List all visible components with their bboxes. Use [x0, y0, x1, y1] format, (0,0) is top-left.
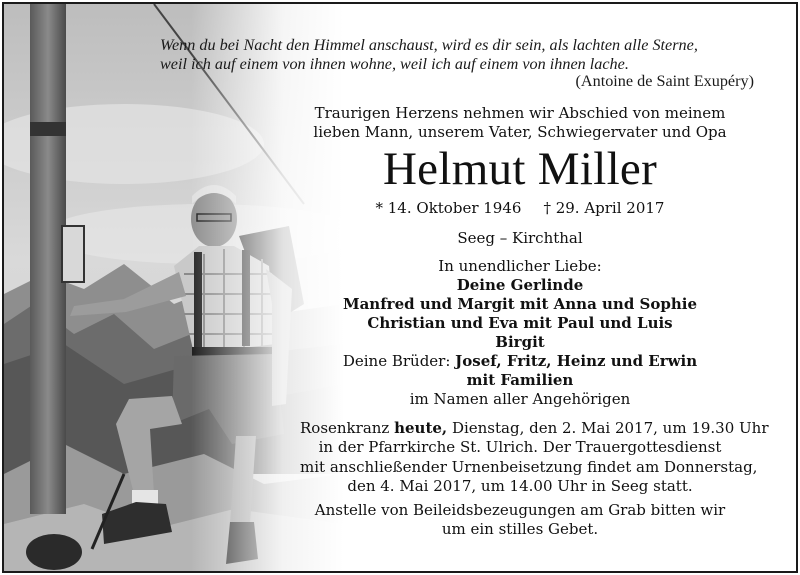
service-info — [300, 419, 769, 496]
brothers-prefix: Deine Brüder: — [342, 352, 456, 370]
request-line-1: Anstelle von Beileidsbezeugungen am Grab bitten wir — [314, 501, 726, 520]
quote-line-2: weil ich auf einem von ihnen wohne, weil ich auf einem von ihnen lache. — [160, 54, 629, 73]
condolence-request — [300, 501, 740, 539]
mourner-brothers — [300, 352, 740, 371]
deceased-name: Helmut Miller — [382, 143, 658, 195]
intro-line-1: Traurigen Herzens nehmen wir Abschied von meinem — [314, 104, 726, 122]
mourner-family-2: Christian und Eva mit Paul und Luis — [367, 314, 673, 332]
service-line-4: den 4. Mai 2017, um 14.00 Uhr in Seeg statt. — [347, 476, 693, 495]
mourner-family-1: Manfred und Margit mit Anna und Sophie — [342, 295, 698, 313]
quote — [160, 36, 760, 73]
quote-attribution: (Antoine de Saint Exupéry) — [575, 72, 754, 90]
obituary-text — [300, 104, 769, 539]
memorial-photo — [4, 4, 344, 571]
service-line-3: mit anschließender Urnenbeisetzung findet am Donnerstag, — [300, 457, 758, 476]
service-l1-pre: Rosenkranz — [300, 419, 395, 437]
service-line-2: in der Pfarrkirche St. Ulrich. Der Trauergottesdienst — [318, 438, 722, 457]
life-dates — [300, 199, 740, 218]
birth-date: * 14. Oktober 1946 — [375, 199, 522, 217]
residence: Seeg – Kirchthal — [457, 229, 583, 247]
mourners — [300, 257, 740, 409]
quote-line-1: Wenn du bei Nacht den Himmel anschaust, wird es dir sein, als lachten alle Sterne, — [160, 36, 698, 54]
mourner-daughter: Birgit — [495, 333, 545, 351]
service-l1-bold: heute, — [394, 419, 448, 437]
service-l1-post: Dienstag, den 2. Mai 2017, um 19.30 Uhr — [447, 419, 769, 437]
brothers-names: Josef, Fritz, Heinz und Erwin — [455, 352, 698, 370]
mourner-wife: Deine Gerlinde — [456, 276, 584, 294]
request-line-2: um ein stilles Gebet. — [441, 520, 599, 539]
brothers-suffix: mit Familien — [466, 371, 574, 389]
relatives-line: im Namen aller Angehörigen — [409, 390, 631, 408]
intro-line-2: lieben Mann, unserem Vater, Schwiegervater und Opa — [313, 123, 727, 141]
mourners-intro: In unendlicher Liebe: — [438, 257, 602, 275]
service-line-1 — [300, 419, 769, 438]
death-date: † 29. April 2017 — [543, 199, 665, 217]
